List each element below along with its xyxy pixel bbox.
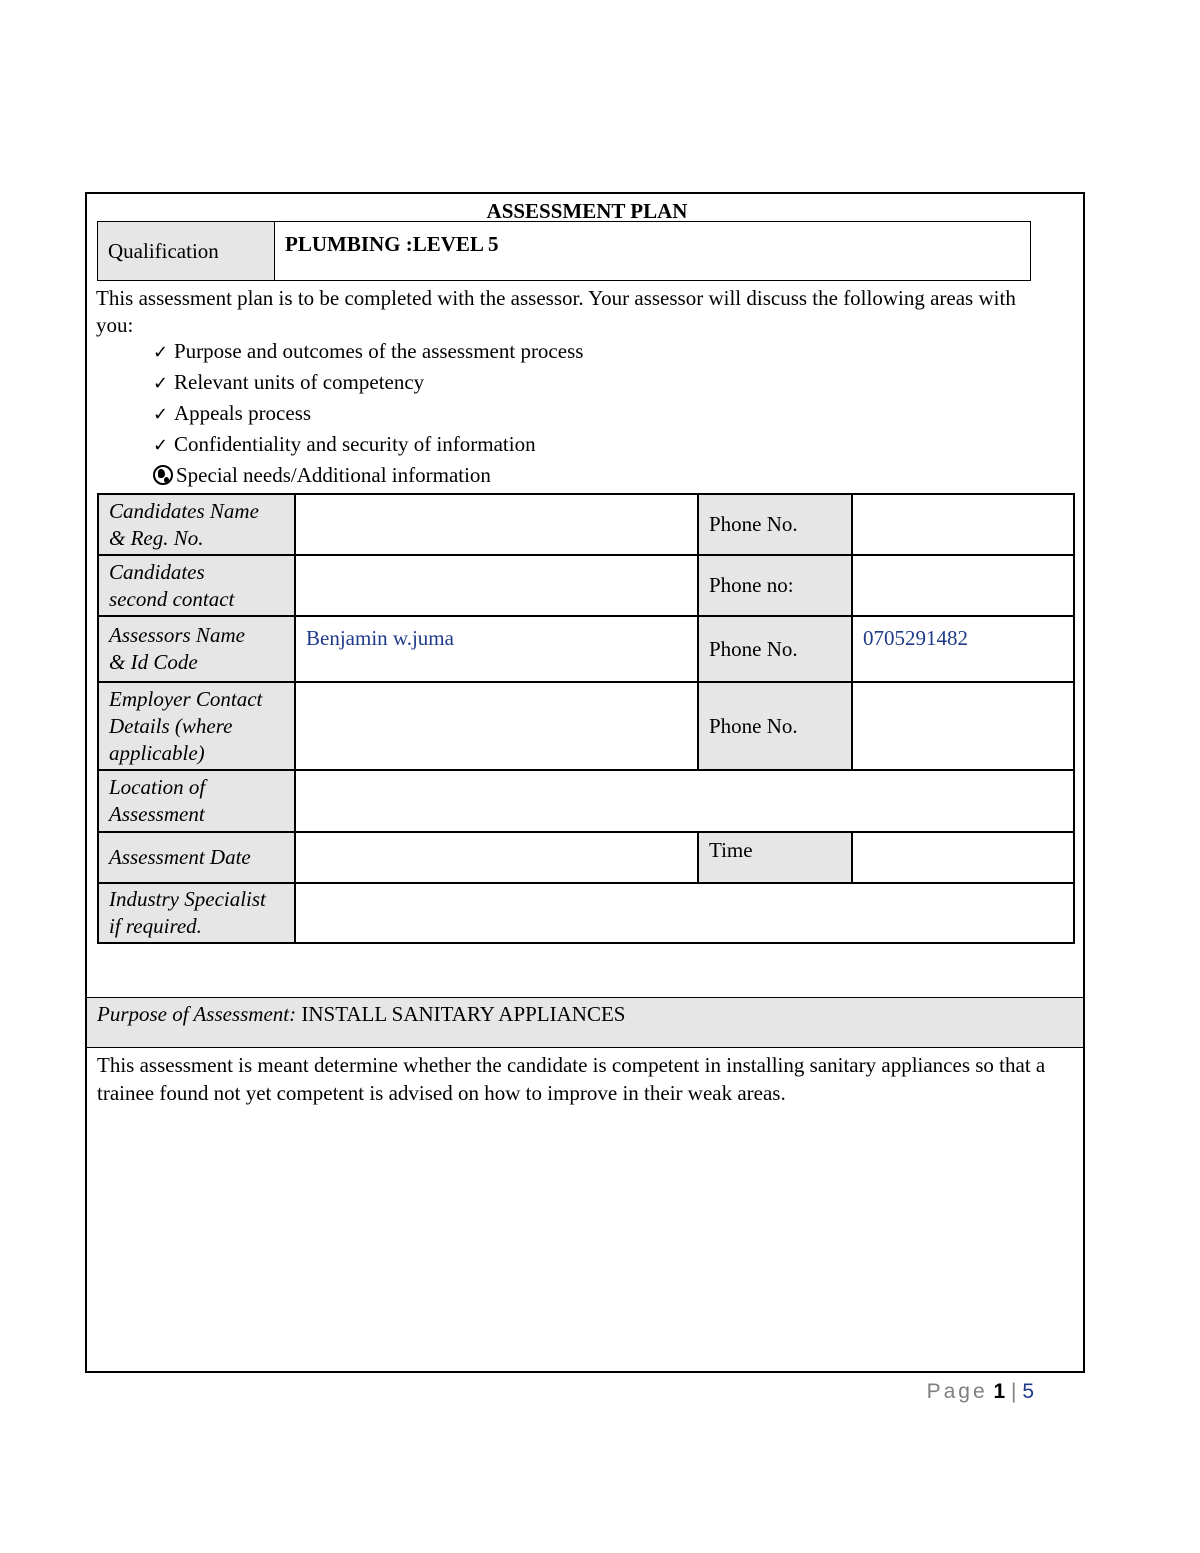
location-field[interactable] <box>295 770 1074 832</box>
checkmark-icon: ✓ <box>153 342 169 363</box>
checkmark-icon: ✓ <box>153 435 169 456</box>
employer-contact-label: Employer Contact Details (where applicable) <box>98 682 295 770</box>
checklist-item: ✓ Purpose and outcomes of the assessment process <box>153 337 583 368</box>
page-number: 1 <box>993 1380 1006 1403</box>
candidate-name-field[interactable] <box>295 494 698 555</box>
candidate-phone-label: Phone No. <box>698 494 852 555</box>
location-label: Location of Assessment <box>98 770 295 832</box>
qualification-table <box>97 221 1031 281</box>
second-contact-phone-label: Phone no: <box>698 555 852 616</box>
candidate-phone-field[interactable] <box>852 494 1074 555</box>
employer-contact-field[interactable] <box>295 682 698 770</box>
page-footer <box>0 1380 1034 1404</box>
employer-phone-field[interactable] <box>852 682 1074 770</box>
employer-phone-label: Phone No. <box>698 682 852 770</box>
table-row <box>98 616 1074 682</box>
table-row <box>98 555 1074 616</box>
page-word: Page <box>926 1380 988 1403</box>
second-contact-phone-field[interactable] <box>852 555 1074 616</box>
checklist-item: Special needs/Additional information <box>153 461 583 492</box>
assessor-phone-field[interactable]: 0705291482 <box>852 616 1074 682</box>
second-contact-field[interactable] <box>295 555 698 616</box>
assessment-plan-form <box>85 192 1085 1373</box>
time-field[interactable] <box>852 832 1074 883</box>
assessment-description: This assessment is meant determine whether the candidate is competent in installing sanitary appliances so that a trainee found not yet competent is advised on how to improve in their weak areas. <box>97 1053 1046 1105</box>
checkmark-icon: ✓ <box>153 373 169 394</box>
assessor-name-field[interactable]: Benjamin w.juma <box>295 616 698 682</box>
checklist-item: ✓ Relevant units of competency <box>153 368 583 399</box>
table-row <box>98 494 1074 555</box>
table-row <box>98 832 1074 883</box>
qualification-value: PLUMBING :LEVEL 5 <box>275 222 1031 281</box>
total-pages: 5 <box>1022 1380 1034 1403</box>
assessor-name-label: Assessors Name & Id Code <box>98 616 295 682</box>
assessment-date-field[interactable] <box>295 832 698 883</box>
checklist-item: ✓ Appeals process <box>153 399 583 430</box>
qualification-label: Qualification <box>98 222 275 281</box>
form-title: ASSESSMENT PLAN <box>486 199 688 223</box>
discussion-checklist <box>153 337 583 492</box>
assessor-phone-label: Phone No. <box>698 616 852 682</box>
table-row <box>98 682 1074 770</box>
purpose-of-assessment <box>87 997 1083 1048</box>
checkmark-icon: ✓ <box>153 404 169 425</box>
candidate-name-label: Candidates Name & Reg. No. <box>98 494 295 555</box>
purpose-label: Purpose of Assessment: <box>97 1002 297 1026</box>
globe-icon <box>153 465 173 485</box>
checklist-item: ✓ Confidentiality and security of information <box>153 430 583 461</box>
intro-text: This assessment plan is to be completed with the assessor. Your assessor will discuss the following areas with you: <box>96 286 1016 337</box>
time-label: Time <box>698 832 852 883</box>
industry-specialist-label: Industry Specialist if required. <box>98 883 295 943</box>
table-row <box>98 770 1074 832</box>
assessment-date-label: Assessment Date <box>98 832 295 883</box>
industry-specialist-field[interactable] <box>295 883 1074 943</box>
page-separator: | <box>1011 1380 1017 1403</box>
candidate-details-table <box>97 493 1075 944</box>
purpose-value: INSTALL SANITARY APPLIANCES <box>301 1002 626 1026</box>
second-contact-label: Candidates second contact <box>98 555 295 616</box>
table-row <box>98 883 1074 943</box>
